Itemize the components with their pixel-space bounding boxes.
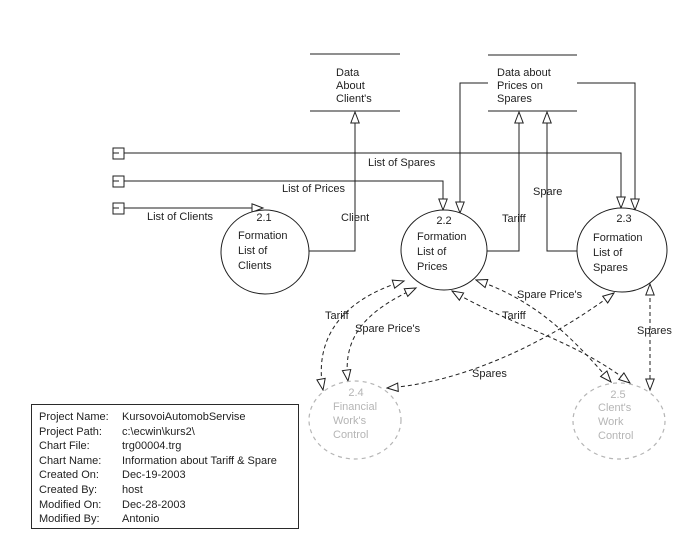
process-label: Work — [598, 416, 624, 428]
info-label: Project Name: — [39, 411, 109, 423]
info-row-chart-file — [32, 439, 298, 454]
external-connector-prices[interactable] — [113, 176, 124, 187]
flow-label-client: Client — [341, 212, 370, 224]
datastore-label: Spares — [497, 93, 532, 105]
flow-label-list-of-clients: List of Clients — [147, 211, 214, 223]
process-label: Control — [333, 429, 369, 441]
process-label: List of — [593, 247, 623, 259]
info-label: Project Path: — [39, 425, 102, 438]
flow-store-to-p22[interactable] — [460, 83, 488, 213]
info-value: host — [122, 483, 143, 496]
info-label: Modified On: — [39, 498, 102, 511]
flow-label-list-of-spares: List of Spares — [368, 157, 436, 169]
external-connector-spares[interactable] — [113, 148, 124, 159]
process-2-2[interactable] — [401, 210, 487, 290]
info-value: Dec-28-2003 — [122, 498, 186, 511]
process-number: 2.3 — [616, 213, 632, 225]
info-value: KursovoiAutomobServise — [122, 411, 246, 423]
flow-label-spare-store: Spare — [533, 186, 563, 198]
info-label: Chart File: — [39, 440, 90, 453]
process-label: Control — [598, 430, 634, 442]
process-label: Formation — [417, 231, 467, 243]
process-number: 2.1 — [256, 212, 272, 224]
info-row-created-by — [32, 483, 298, 498]
info-row-modified-on — [32, 498, 298, 513]
process-2-5[interactable] — [573, 383, 665, 459]
datastore-label: Data about — [497, 67, 551, 79]
process-number: 2.4 — [348, 387, 364, 399]
process-label: Clients — [238, 260, 272, 272]
flow-spare-to-store[interactable] — [547, 112, 578, 251]
datastore-data-about-prices-on-spares[interactable] — [488, 55, 577, 111]
datastore-data-about-clients[interactable] — [310, 54, 400, 111]
flow-label-spares-mid: Spares — [472, 368, 507, 380]
info-label: Modified By: — [39, 513, 100, 526]
flow-label-tariff-left: Tariff — [325, 310, 349, 322]
process-label: Prices — [417, 261, 448, 273]
process-label: Work's — [333, 415, 367, 427]
process-label: Financial — [333, 401, 378, 413]
info-row-project-name — [32, 410, 298, 425]
flow-tariff-to-store[interactable] — [487, 112, 519, 251]
info-row-chart-name — [32, 454, 298, 469]
external-connector-clients[interactable] — [113, 203, 124, 214]
flow-label-spare-prices-right: Spare Price's — [517, 289, 583, 301]
process-label: Formation — [238, 230, 288, 242]
process-label: Clent's — [598, 402, 632, 414]
process-label: Formation — [593, 232, 643, 244]
process-2-4[interactable] — [309, 381, 401, 459]
info-value: Information about Tariff & Spare — [122, 454, 277, 467]
info-row-created-on — [32, 468, 298, 483]
info-value: trg00004.trg — [122, 440, 182, 453]
project-info-box — [31, 404, 299, 529]
info-label: Created On: — [39, 469, 99, 482]
process-number: 2.5 — [610, 389, 626, 401]
flow-label-list-of-prices: List of Prices — [282, 183, 345, 195]
process-number: 2.2 — [436, 215, 452, 227]
info-label: Chart Name: — [39, 454, 102, 467]
process-2-3[interactable] — [577, 208, 667, 292]
info-value: Dec-19-2003 — [122, 469, 186, 482]
info-value: Antonio — [122, 513, 160, 526]
datastore-label: Client's — [336, 93, 372, 105]
info-value: c:\ecwin\kurs2\ — [122, 425, 195, 438]
info-row-project-path — [32, 425, 298, 440]
flow-label-spare-prices-left: Spare Price's — [355, 323, 421, 335]
flow-tariff-p24-p22[interactable] — [321, 281, 404, 390]
datastore-label: Data — [336, 67, 360, 79]
datastore-label: About — [336, 80, 365, 92]
process-2-1[interactable] — [221, 210, 309, 294]
process-label: List of — [238, 245, 268, 257]
flow-store-to-p23[interactable] — [577, 83, 635, 210]
info-row-modified-by — [32, 512, 298, 527]
process-label: Spares — [593, 262, 628, 274]
flow-label-tariff-store: Tariff — [502, 213, 526, 225]
process-label: List of — [417, 246, 447, 258]
flow-label-tariff-right: Tariff — [502, 310, 526, 322]
flow-label-spares-right: Spares — [637, 325, 672, 337]
info-label: Created By: — [39, 483, 98, 496]
datastore-label: Prices on — [497, 80, 543, 92]
